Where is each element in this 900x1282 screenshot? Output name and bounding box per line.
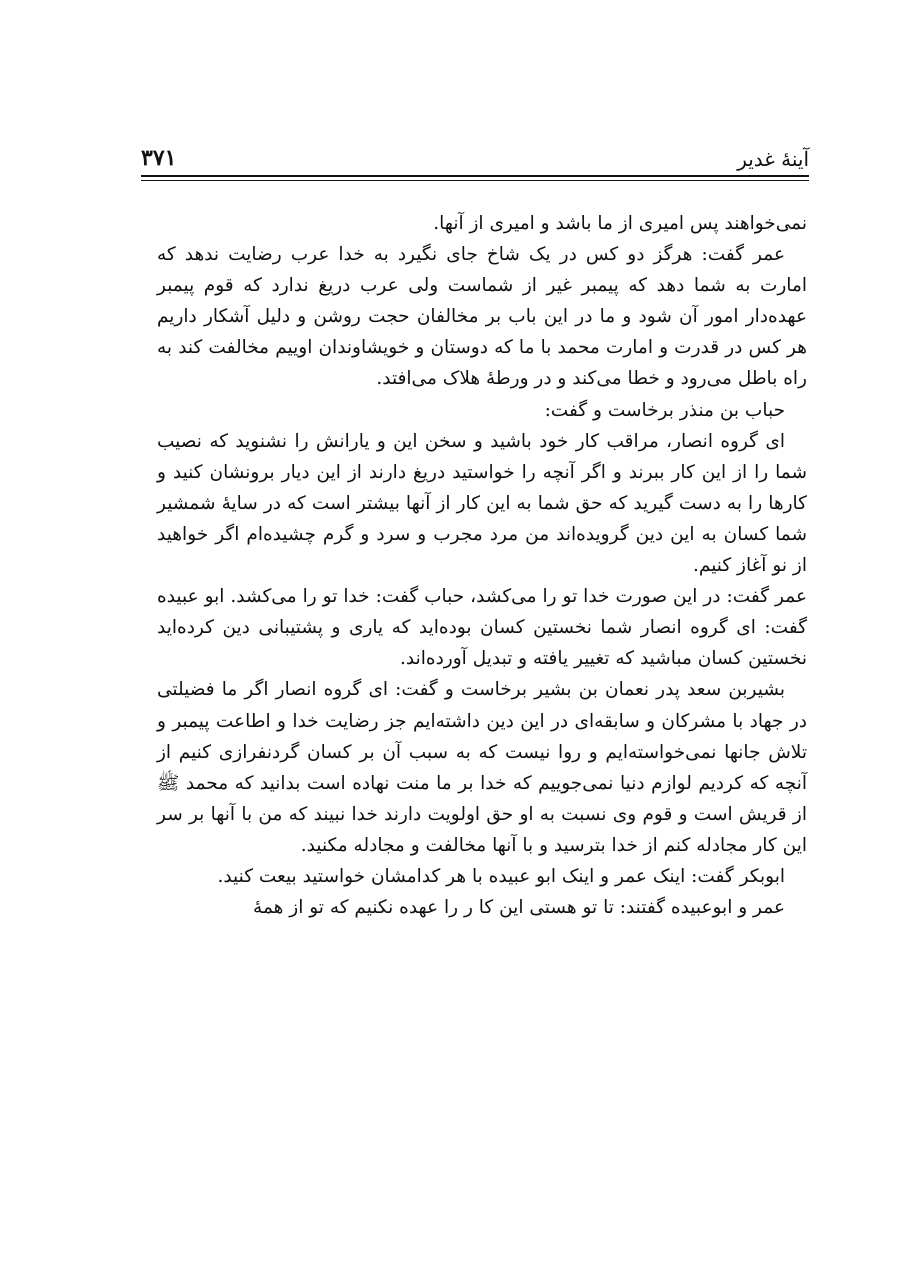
paragraph: ای گروه انصار، مراقب کار خود باشید و سخن این و یارانش را نشنوید که نصیب شما را از این کار ببرند و اگر آنچه را خواستید دریغ دارند از این دیار برونشان کنید و کارها را به دست گیرید که حق شما به این کار از آنها بیشتر است که در سایهٔ شمشیر شما کسان به این دین گرویده‌اند من مرد مجرب و سرد و گرم چشیده‌ام اگر خواهید از نو آغاز کنیم. <box>157 430 807 577</box>
paragraph: نمی‌خواهند پس امیری از ما باشد و امیری از آنها. <box>433 213 807 234</box>
paragraph: عمر و ابوعبیده گفتند: تا تو هستی این کا ر را عهده نکنیم که تو از همهٔ <box>253 897 785 919</box>
page-header <box>141 146 809 176</box>
header-rule-thick <box>141 175 809 177</box>
paragraph: حباب بن منذر برخاست و گفت: <box>544 399 785 421</box>
paragraph: عمر گفت: در این صورت خدا تو را می‌کشد، حباب گفت: خدا تو را می‌کشد. ابو عبیده گفت: ای گروه انصار شما نخستین کسان بوده‌اید که یاری و پشتیبانی دین کرده‌اید نخستین کسان مباشید که تغییر یافته و تبدیل آورده‌اند. <box>157 586 807 670</box>
paragraph: بشیربن سعد پدر نعمان بن بشیر برخاست و گفت: ای گروه انصار اگر ما فضیلتی در جهاد با مشرکان و سابقه‌ای در این دین داشته‌ایم جز رضایت خدا و اطاعت پیمبر و تلاش جانها نمی‌خواسته‌ایم و روا نیست که به سبب آن بر کسان گردنفرازی کنیم از آنچه که کردیم لوازم دنیا نمی‌جوییم که خدا بر ما منت نهاده است بدانید که محمد ﷺ از قریش است و قوم وی نسبت به او حق اولویت دارند خدا نبیند که من با آنها بر سر این کار مجادله کنم از خدا بترسید و با آنها مخالفت و مجادله مکنید. <box>157 679 807 856</box>
header-rule-thin <box>141 180 809 181</box>
body-text <box>157 208 807 923</box>
paragraph: عمر گفت: هرگز دو کس در یک شاخ جای نگیرد به خدا عرب رضایت ندهد که امارت به شما دهد که پیمبر غیر از شماست ولی عرب دریغ ندارد که قوم پیمبر عهده‌دار امور آن شود و ما در این باب بر مخالفان حجت روشن و دلیل آشکار داریم هر کس در قدرت و امارت محمد با ما که دوستان و خویشاوندان اوییم مخالفت کند به راه باطل می‌رود و خطا می‌کند و در ورطهٔ هلاک می‌افتد. <box>157 244 807 390</box>
page-number: ۳۷۱ <box>141 145 177 171</box>
paragraph: ابوبکر گفت: اینک عمر و اینک ابو عبیده با هر کدامشان خواستید بیعت کنید. <box>217 865 785 887</box>
running-title: آینهٔ غدیر <box>737 147 809 171</box>
